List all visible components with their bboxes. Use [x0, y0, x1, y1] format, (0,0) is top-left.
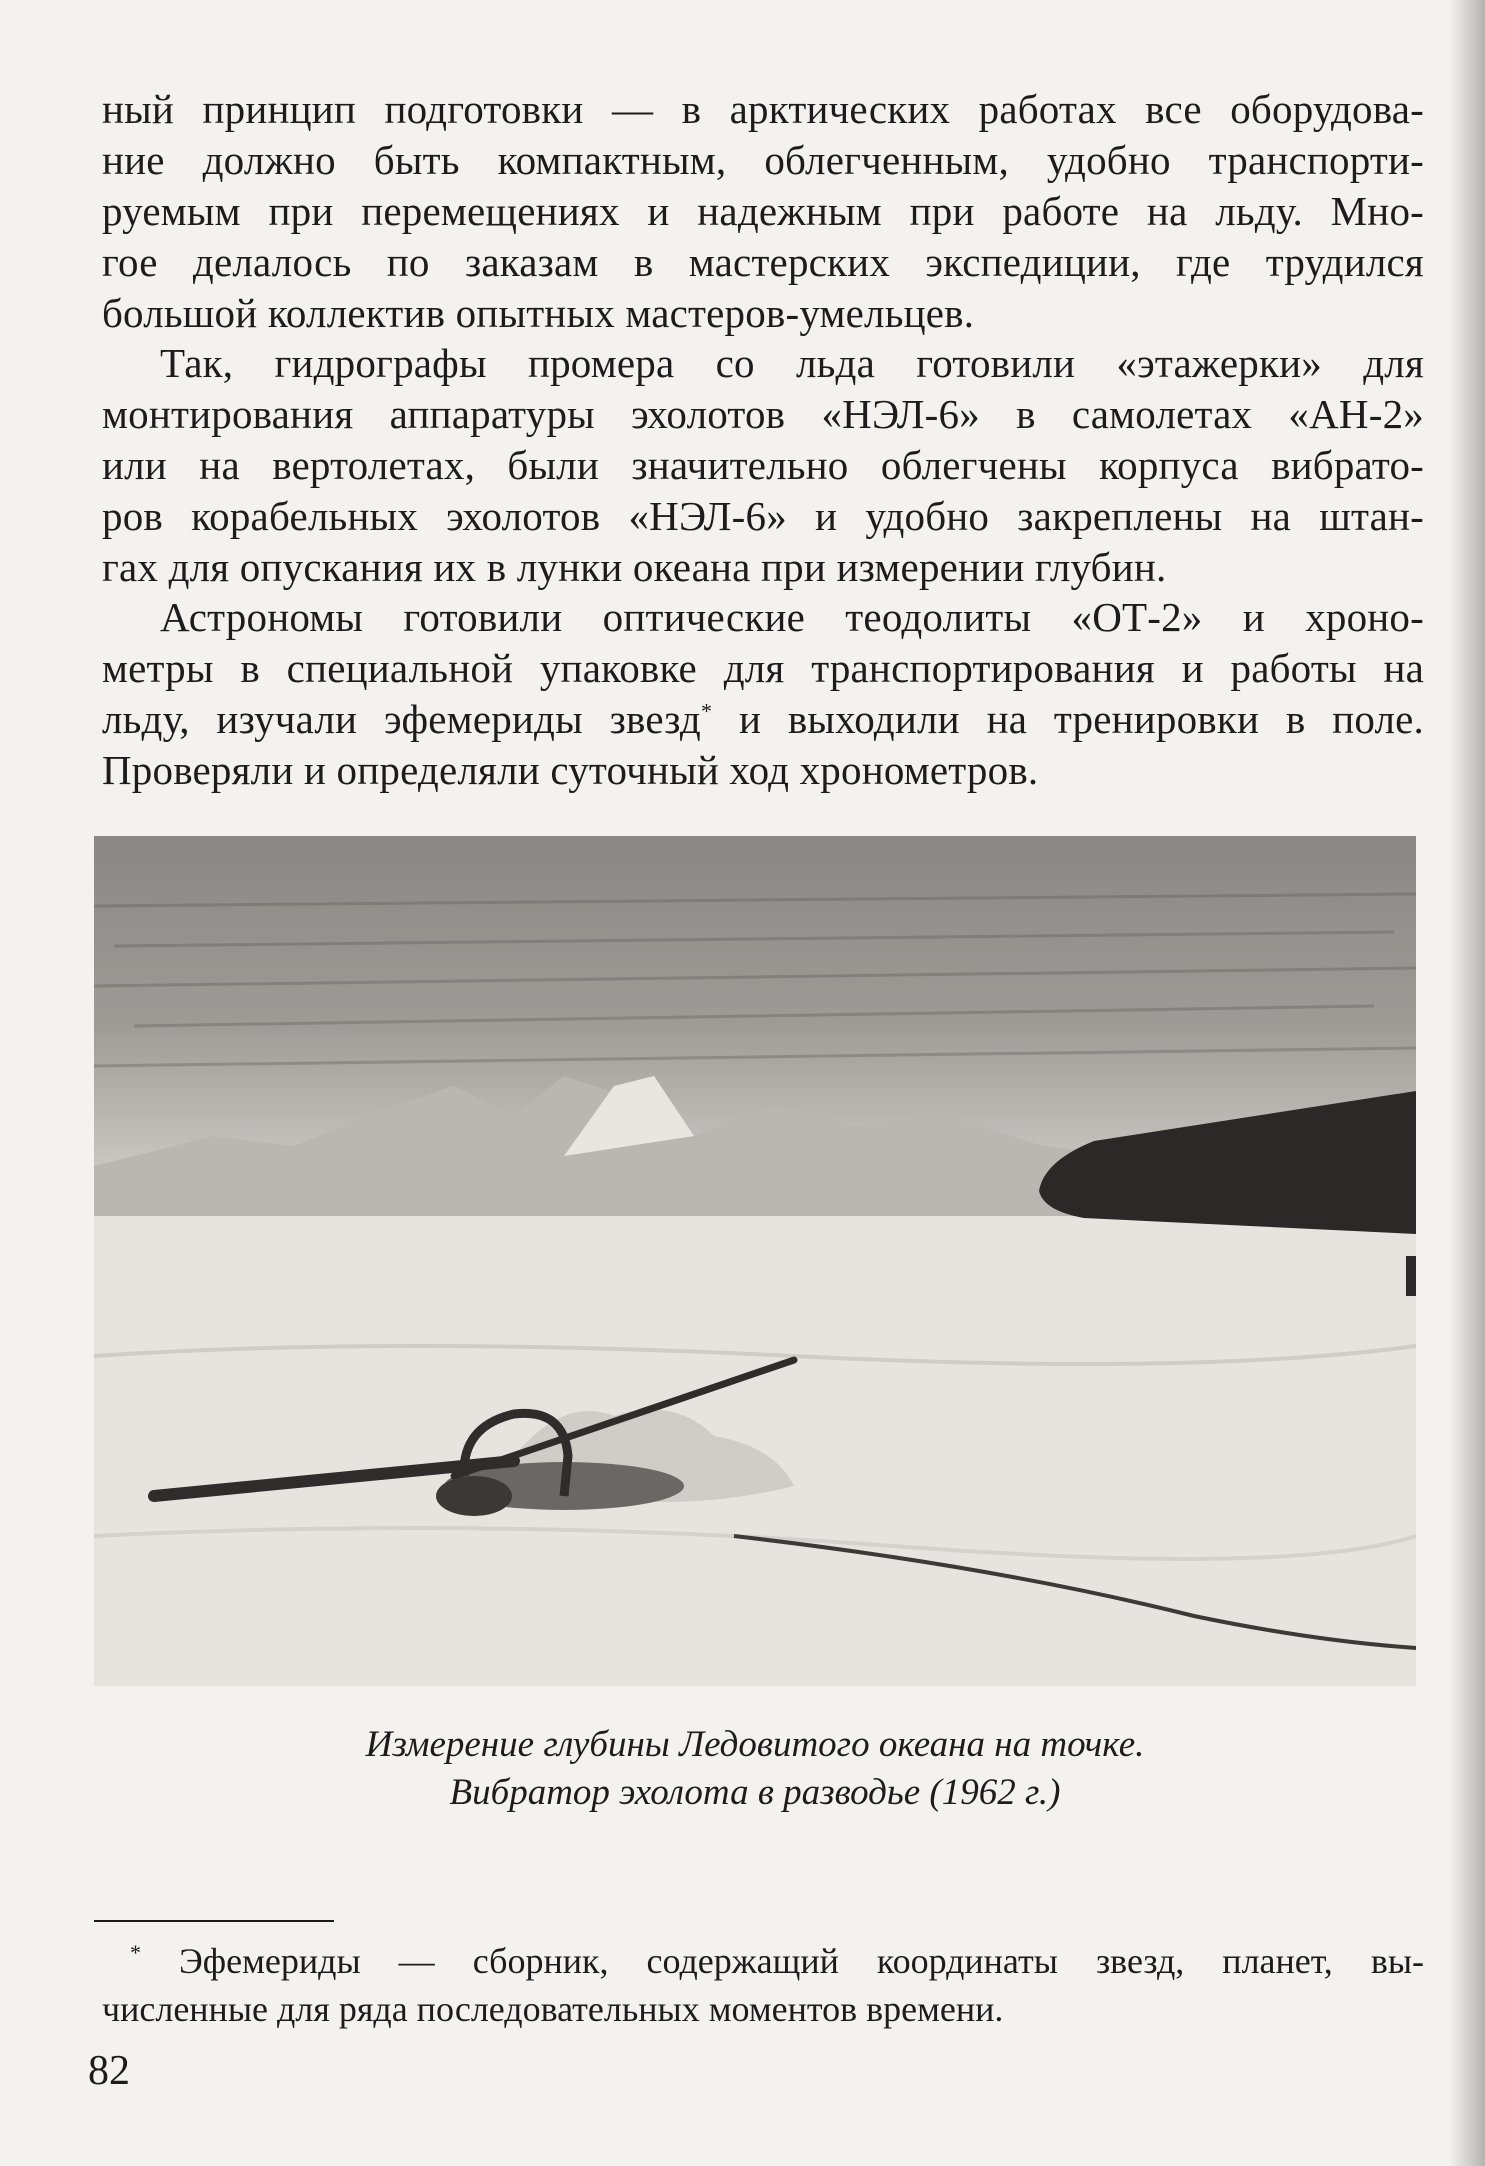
footnote-text: Эфемериды — сборник, содержащий координаты звезд, планет, вы- [141, 1941, 1424, 1981]
footnote-line: численные для ряда последовательных моментов времени. [102, 1989, 1004, 2029]
text-line: гах для опускания их в лунки океана при измерении глубин. [102, 544, 1167, 590]
text-line: большой коллектив опытных мастеров-умельцев. [102, 290, 975, 336]
paragraph-1 [102, 84, 1424, 339]
text-line: Астрономы готовили оптические теодолиты «ОТ-2» и хроно- [160, 594, 1424, 640]
text-line: или на вертолетах, были значительно облегчены корпуса вибрато- [102, 442, 1424, 488]
paragraph-3 [102, 592, 1424, 796]
footnote-line [102, 1937, 1424, 1985]
text-line: монтирования аппаратуры эхолотов «НЭЛ-6» в самолетах «АН-2» [102, 391, 1424, 437]
text-line: ние должно быть компактным, облегченным, удобно транспорти- [102, 137, 1424, 183]
footnote [102, 1937, 1424, 2033]
caption-line: Измерение глубины Ледовитого океана на точке. [365, 1724, 1145, 1765]
page-edge-shadow [1449, 0, 1485, 2166]
text-line: ров корабельных эхолотов «НЭЛ-6» и удобно закреплены на штан- [102, 493, 1424, 539]
photo-illustration [94, 836, 1416, 1686]
arctic-ice-photo [94, 836, 1416, 1686]
text-line: гое делалось по заказам в мастерских экспедиции, где трудился [102, 239, 1424, 285]
text-line: Проверяли и определяли суточный ход хронометров. [102, 747, 1039, 793]
text-line: ный принцип подготовки — в арктических работах все оборудова- [102, 86, 1424, 132]
text-line: руемым при перемещениях и надежным при работе на льду. Мно- [102, 188, 1424, 234]
footnote-reference: * [700, 698, 713, 724]
text-line [102, 694, 1424, 745]
footnote-divider [94, 1920, 334, 1922]
text-fragment: льду, изучали эфемериды звезд [102, 696, 701, 742]
text-line: метры в специальной упаковке для транспортирования и работы на [102, 645, 1424, 691]
page-number: 82 [88, 2048, 130, 2094]
text-line: Так, гидрографы промера со льда готовили «этажерки» для [160, 340, 1424, 386]
text-fragment: и выходили на тренировки в поле. [712, 696, 1425, 742]
footnote-mark: * [130, 1940, 141, 1965]
figure-caption [94, 1721, 1416, 1817]
caption-line: Вибратор эхолота в разводье (1962 г.) [449, 1772, 1061, 1813]
paragraph-2 [102, 338, 1424, 593]
